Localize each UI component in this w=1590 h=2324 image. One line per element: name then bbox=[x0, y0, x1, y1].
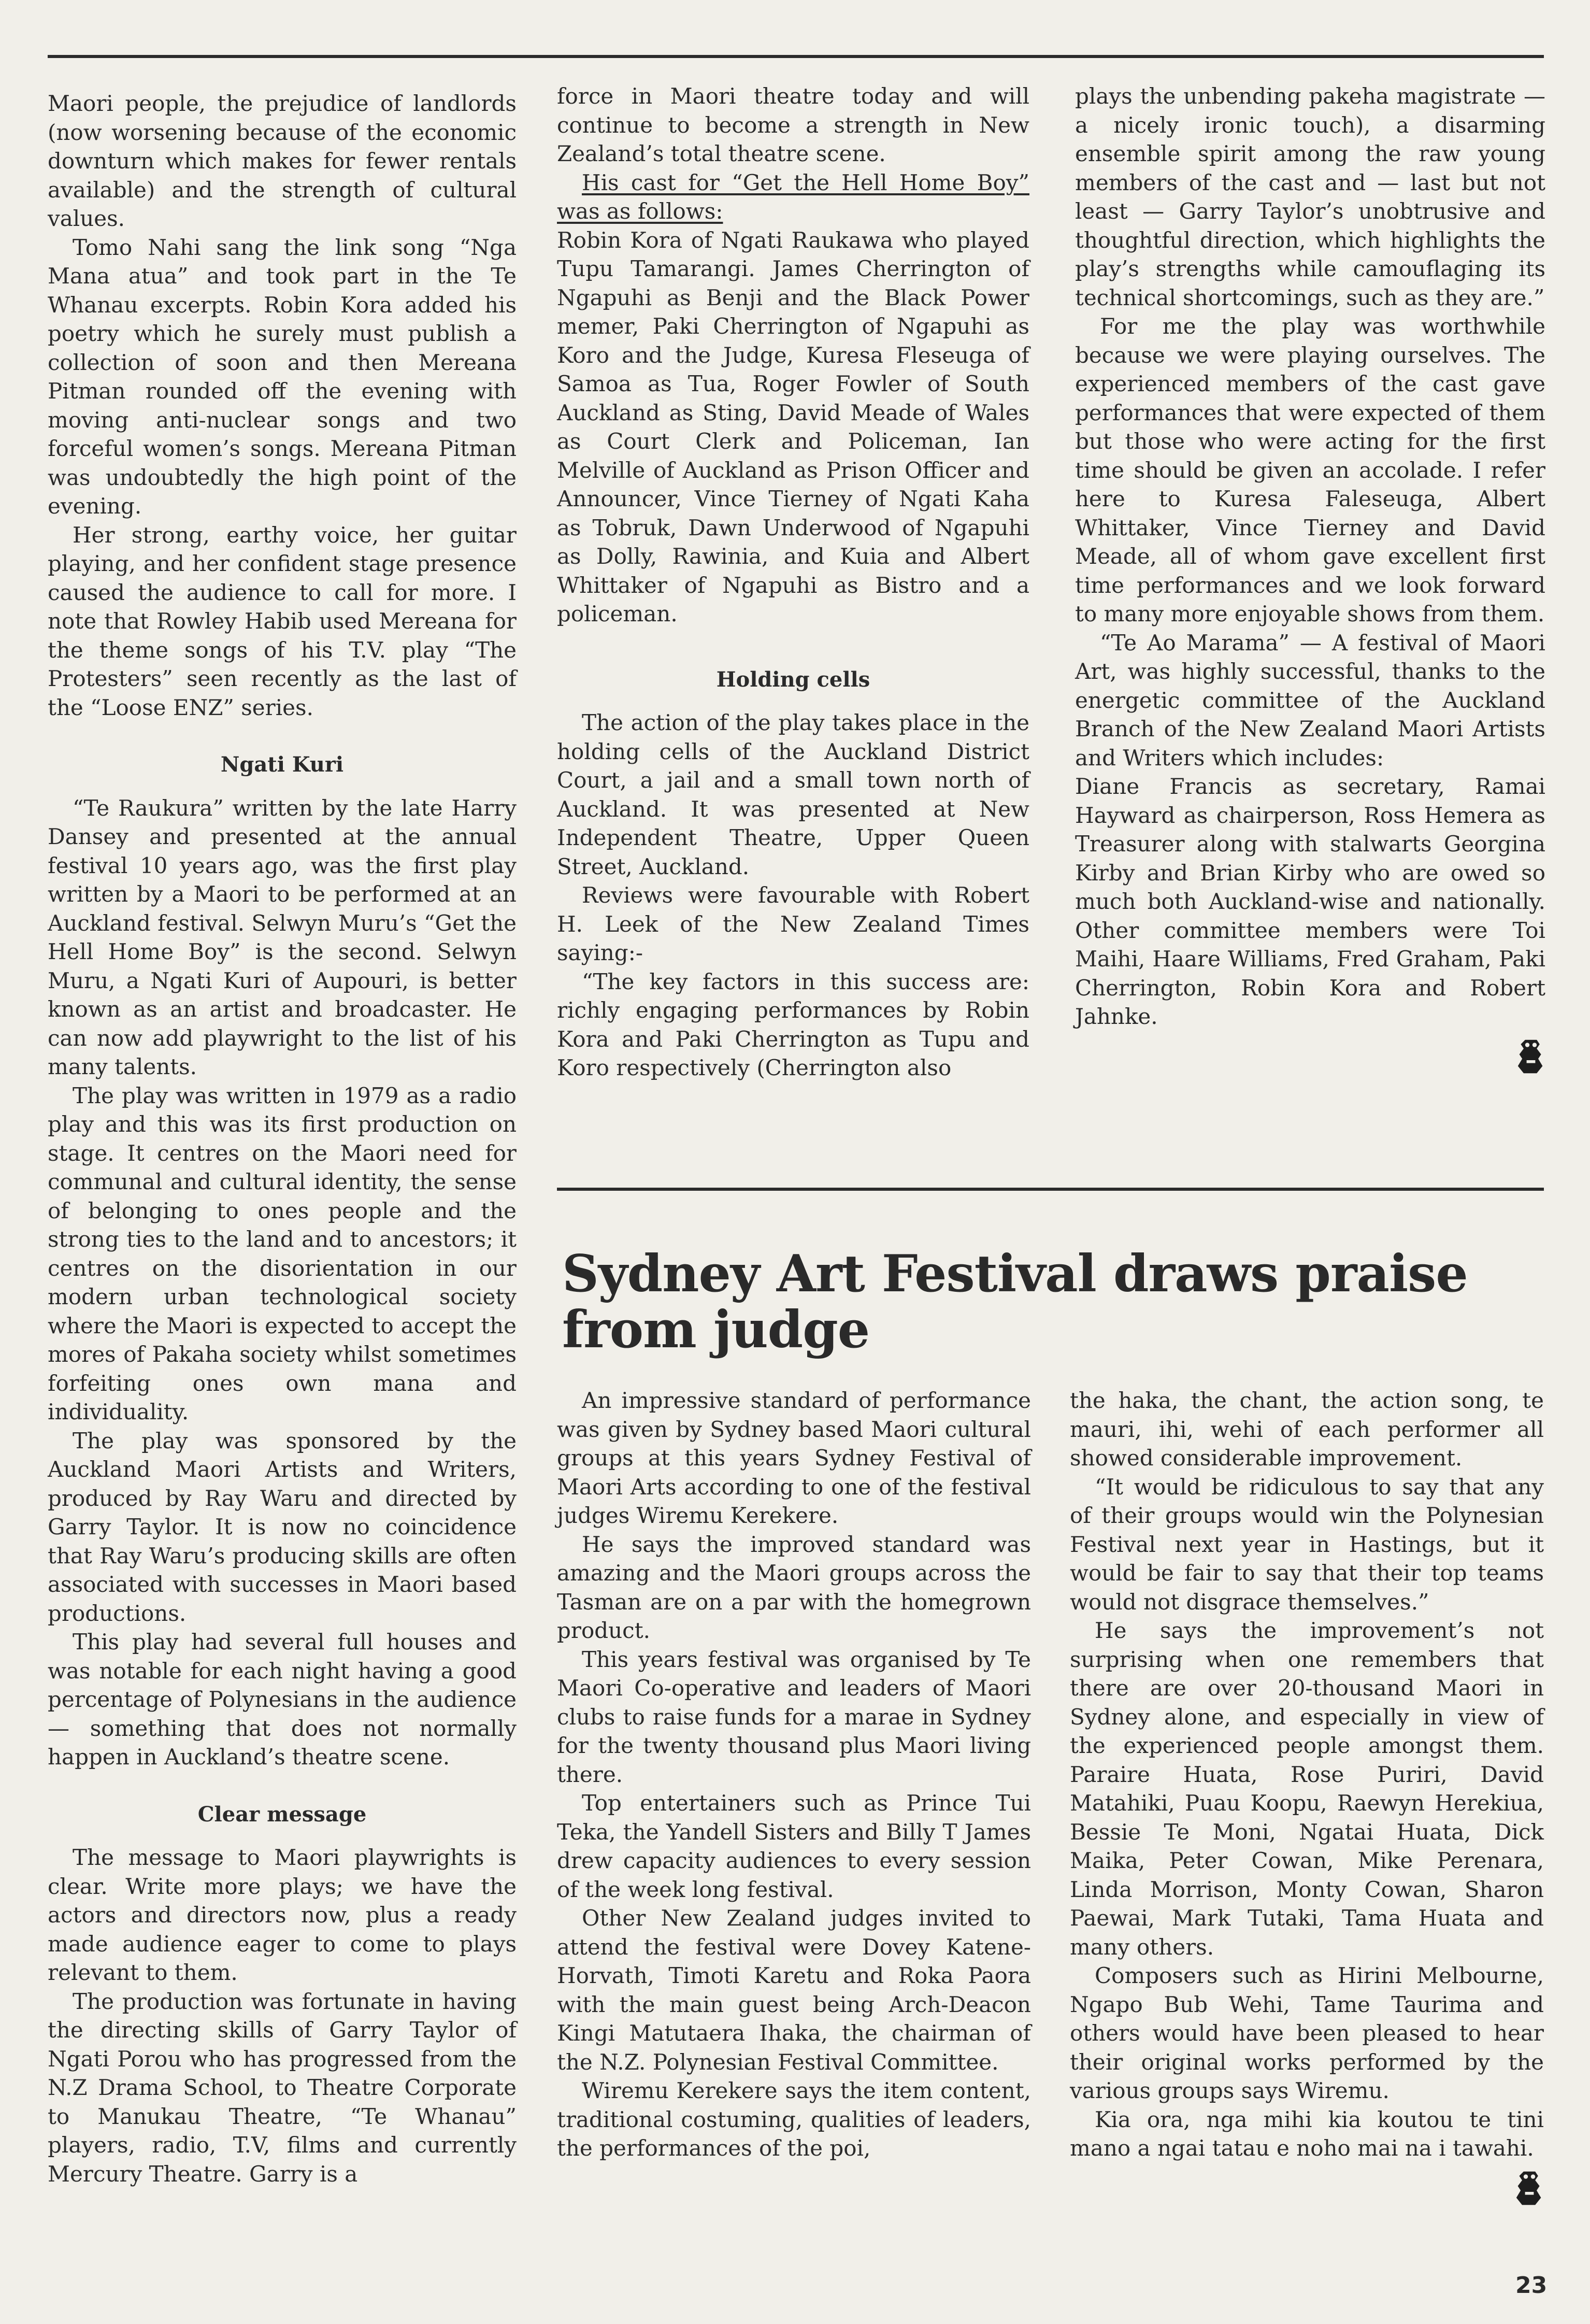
paragraph: Kia ora, nga mihi kia koutou te tini mano a ngai tatau e noho mai na i tawahi. bbox=[1070, 2106, 1544, 2161]
paragraph: Top entertainers such as Prince Tui Teka, the Yandell Sisters and Billy T James drew capacity audiences to every session of the week long festival. bbox=[557, 1790, 1031, 1902]
paragraph: His cast for “Get the Hell Home Boy” was as follows: bbox=[557, 169, 1029, 224]
headline: Sydney Art Festival draws praise from judge bbox=[562, 1244, 1468, 1360]
paragraph: Her strong, earthy voice, her guitar playing, and her confident stage presence caused the audience to call for more. I note that Rowley Habib used Mereana for the theme songs of his T.V. play “The Protesters” seen recently as the last of the “Loose ENZ” series. bbox=[48, 522, 517, 720]
page-number: 23 bbox=[1515, 2272, 1548, 2299]
section-rule bbox=[557, 1188, 1544, 1191]
paragraph: The play was written in 1979 as a radio play and this was its first production on stage. It centres on the Maori need for communal and cultural identity, the sense of belonging to ones people and the strong ties to the land and to ancestors; it centres on the disorientation in our modern urban technological society where the Maori is expected to accept the mores of Pakaha society whilst sometimes forfeiting ones own mana and individuality. bbox=[48, 1082, 517, 1424]
paragraph: Diane Francis as secretary, Ramai Hayward as chairperson, Ross Hemera as Treasurer along with stalwarts Georgina Kirby and Brian Kirby who are owed so much both Auckland-wise and nationally. Other committee members were Toi Maihi, Haare Williams, Fred Graham, Paki Cherrington, Robin Kora and Robert Jahnke. bbox=[1075, 774, 1545, 1029]
paragraph: This years festival was organised by Te Maori Co-operative and leaders of Maori clubs to raise funds for a marae in Sydney for the twenty thousand plus Maori living there. bbox=[557, 1646, 1031, 1787]
article-column-1 bbox=[48, 89, 517, 2188]
section-heading: Holding cells bbox=[716, 667, 870, 692]
paragraph: The production was fortunate in having the directing skills of Garry Taylor of Ngati Porou who has progressed from the N.Z Drama School, to Theatre Corporate to Manukau Theatre, “Te Whanau” players, radio, T.V, films and currently Mercury Theatre. Garry is a bbox=[48, 1988, 517, 2187]
paragraph: He says the improved standard was amazing and the Maori groups across the Tasman are on a par with the homegrown product. bbox=[557, 1531, 1031, 1643]
paragraph: the haka, the chant, the action song, te mauri, ihi, wehi of each performer all showed considerable improvement. bbox=[1070, 1388, 1544, 1471]
paragraph: The message to Maori playwrights is clear. Write more plays; we have the actors and directors now, plus a ready made audience eager to come to plays relevant to them. bbox=[48, 1845, 517, 1985]
paragraph: “Te Raukura” written by the late Harry Dansey and presented at the annual festival 10 years ago, was the first play written by a Maori to be performed at an Auckland festival. Selwyn Muru’s “Get the Hell Home Boy” is the second. Selwyn Muru, a Ngati Kuri of Aupouri, is better known as an artist and broadcaster. He can now add playwright to the list of his many talents. bbox=[48, 795, 517, 1079]
paragraph: plays the unbending pakeha magistrate — a nicely ironic touch), a disarming ensemble spirit among the raw young members of the cast and — last but not least — Garry Taylor’s unobtrusive and thoughtful direction, which highlights the play’s strengths while camouflaging its technical shortcomings, such as they are.” bbox=[1075, 83, 1545, 310]
paragraph: He says the improvement’s not surprising when one remembers that there are over 20-thousand Maori in Sydney alone, and especially in view of the experienced people amongst them. Paraire Huata, Rose Puriri, David Matahiki, Puau Koopu, Raewyn Herekiua, Bessie Te Moni, Ngatai Huata, Dick Maika, Peter Cowan, Mike Perenara, Linda Morrison, Monty Cowan, Sharon Paewai, Mark Tutaki, Tama Huata and many others. bbox=[1070, 1618, 1544, 1960]
paragraph: For me the play was worthwhile because we were playing ourselves. The experienced members of the cast gave performances that were expected of them but those who were acting for the first time should be given an accolade. I refer here to Kuresa Faleseuga, Albert Whittaker, Vince Tierney and David Meade, all of whom gave excellent first time performances and we look forward to many more enjoyable shows from them. bbox=[1075, 313, 1545, 626]
paragraph: An impressive standard of performance was given by Sydney based Maori cultural groups at this years Sydney Festival of Maori Arts according to one of the festival judges Wiremu Kerekere. bbox=[557, 1388, 1031, 1528]
paragraph: Other New Zealand judges invited to attend the festival were Dovey Katene-Horvath, Timoti Karetu and Roka Paora with the main guest being Arch-Deacon Kingi Matutaera Ihaka, the chairman of the N.Z. Polynesian Festival Committee. bbox=[557, 1905, 1031, 2075]
paragraph: Composers such as Hirini Melbourne, Ngapo Bub Wehi, Tame Taurima and others would have been pleased to hear their original works performed by the various groups says Wiremu. bbox=[1070, 1963, 1544, 2103]
paragraph: The play was sponsored by the Auckland Maori Artists and Writers, produced by Ray Waru and directed by Garry Taylor. It is now no coincidence that Ray Waru’s producing skills are often associated with successes in Maori based productions. bbox=[48, 1428, 517, 1626]
section-heading: Ngati Kuri bbox=[220, 752, 344, 777]
paragraph: “Te Ao Marama” — A festival of Maori Art, was highly successful, thanks to the energetic committee of the Auckland Branch of the New Zealand Maori Artists and Writers which includes: bbox=[1075, 630, 1545, 771]
paragraph: The action of the play takes place in the holding cells of the Auckland District Court, a jail and a small town north of Auckland. It was presented at New Independent Theatre, Upper Queen Street, Auckland. bbox=[557, 710, 1029, 879]
paragraph: Reviews were favourable with Robert H. Leek of the New Zealand Times saying:- bbox=[557, 882, 1029, 965]
paragraph: Robin Kora of Ngati Raukawa who played Tupu Tamarangi. James Cherrington of Ngapuhi as Benji and the Black Power memer, Paki Cherrington of Ngapuhi as Koro and the Judge, Kuresa Fleseuga of Samoa as Tua, Roger Fowler of South Auckland as Sting, David Meade of Wales as Court Clerk and Policeman, Ian Melville of Auckland as Prison Officer and Announcer, Vince Tierney of Ngati Kaha as Tobruk, Dawn Underwood of Ngapuhi as Dolly, Rawinia, and Kuia and Albert Whittaker of Ngapuhi as Bistro and a policeman. bbox=[557, 227, 1029, 626]
top-rule bbox=[48, 55, 1544, 58]
festival-column-1 bbox=[557, 1386, 1031, 2163]
paragraph: Maori people, the prejudice of landlords (now worsening because of the economic downturn which makes for fewer rentals available) and the strength of cultural values. bbox=[48, 91, 517, 231]
paragraph: “The key factors in this success are: richly engaging performances by Robin Kora and Paki Cherrington as Tupu and Koro respectively (Cherrington also bbox=[557, 968, 1029, 1080]
festival-column-2 bbox=[1070, 1386, 1544, 2206]
paragraph: “It would be ridiculous to say that any of their groups would win the Polynesian Festival next year in Hastings, but it would be fair to say that their top teams would not disgrace themselves.” bbox=[1070, 1474, 1544, 1615]
paragraph: force in Maori theatre today and will continue to become a strength in New Zealand’s total theatre scene. bbox=[557, 83, 1029, 166]
paragraph: Wiremu Kerekere says the item content, traditional costuming, qualities of leaders, the performances of the poi, bbox=[557, 2078, 1031, 2161]
section-heading: Clear message bbox=[197, 1802, 367, 1827]
paragraph: This play had several full houses and was notable for each night having a good percentage of Polynesians in the audience — something that does not normally happen in Auckland’s theatre scene. bbox=[48, 1629, 517, 1770]
paragraph: Tomo Nahi sang the link song “Nga Mana atua” and took part in the Te Whanau excerpts. Robin Kora added his poetry which he surely must publish a collection of soon and then Mereana Pitman rounded off the evening with moving anti-nuclear songs and two forceful women’s songs. Mereana Pitman was undoubtedly the high point of the evening. bbox=[48, 234, 517, 519]
article-column-2 bbox=[557, 82, 1029, 1082]
tiki-logo-icon bbox=[1516, 1038, 1545, 1075]
article-column-3 bbox=[1075, 82, 1545, 1075]
tiki-logo-icon bbox=[1515, 2170, 1544, 2206]
